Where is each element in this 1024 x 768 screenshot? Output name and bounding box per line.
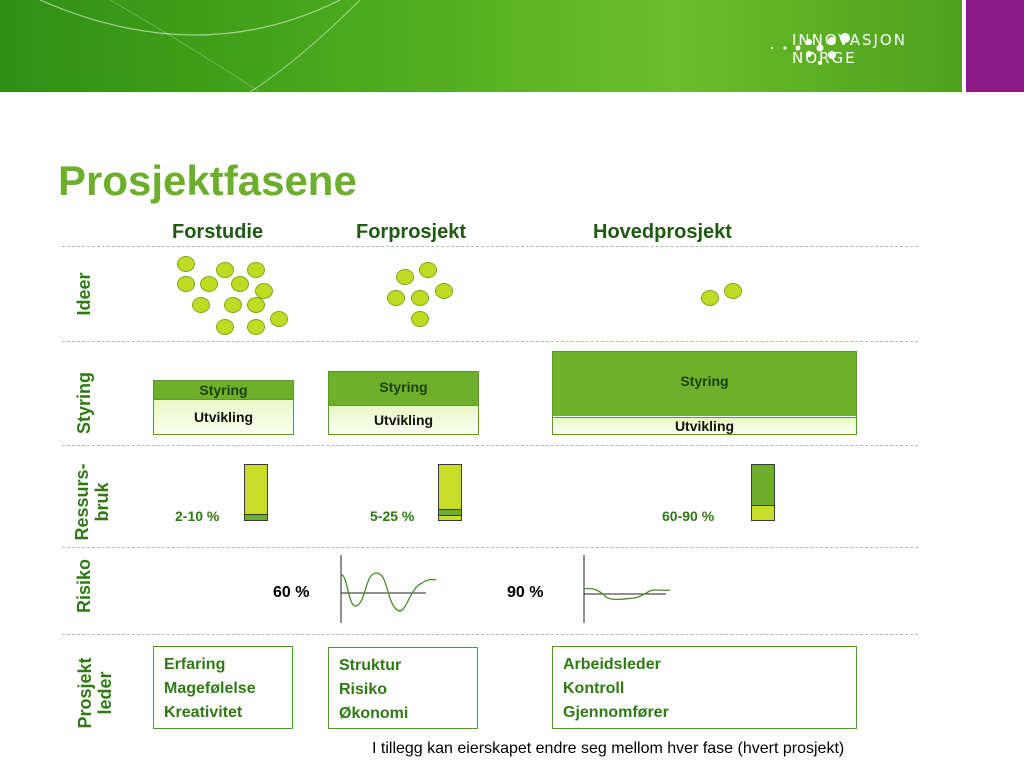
idea-dot: [216, 262, 234, 278]
leder-trait: Kontroll: [563, 680, 625, 697]
header-banner: [0, 0, 962, 92]
styring-part: Styring: [329, 372, 478, 405]
styring-box-forprosjekt: [328, 371, 479, 435]
idea-dot: [247, 262, 265, 278]
ressurs-fill: [752, 465, 774, 506]
page-title: Prosjektfasene: [58, 157, 357, 204]
ressurs-label-hovedprosjekt: 60-90 %: [662, 508, 715, 524]
row-divider: [62, 341, 918, 342]
row-divider: [62, 246, 918, 247]
row-label-styring: Styring: [74, 372, 94, 435]
leder-trait: Gjennomfører: [563, 704, 669, 721]
row-label-risiko: Risiko: [74, 558, 94, 614]
idea-dot: [270, 311, 288, 327]
row-label-ideer: Ideer: [74, 272, 94, 316]
styring-box-forstudie: [153, 380, 294, 435]
risiko-label-hovedprosjekt: 90 %: [507, 584, 544, 601]
leder-trait: Erfaring: [164, 656, 226, 673]
ressurs-bar-forprosjekt: [438, 464, 462, 521]
purple-accent-bar: [966, 0, 1024, 92]
idea-dot: [216, 319, 234, 335]
idea-dot: [247, 297, 265, 313]
leder-box-hovedprosjekt: [552, 646, 857, 729]
row-divider: [62, 445, 918, 446]
ressurs-bar-forstudie: [244, 464, 268, 521]
row-label-prosjekt-line2: leder: [95, 671, 115, 715]
row-label-ressurs-line2: bruk: [92, 482, 112, 522]
leder-box-forprosjekt: [328, 647, 478, 729]
leder-box-forstudie: [153, 646, 293, 729]
phase-forstudie: Forstudie: [172, 221, 264, 243]
styring-part: Styring: [553, 352, 856, 416]
ressurs-label-forprosjekt: 5-25 %: [370, 508, 415, 524]
idea-dot: [435, 283, 453, 299]
utvikling-part: Utvikling: [154, 399, 293, 434]
idea-dot: [177, 256, 195, 272]
logo-text: [792, 31, 907, 67]
styring-box-hovedprosjekt: [552, 351, 857, 435]
utvikling-part: Utvikling: [553, 417, 856, 434]
leder-trait: Risiko: [339, 681, 388, 698]
leder-trait: Magefølelse: [164, 680, 256, 697]
idea-dot: [177, 276, 195, 292]
row-label-ressurs-line1: Ressurs-: [72, 463, 92, 541]
idea-dot: [231, 276, 249, 292]
idea-dot: [387, 290, 405, 306]
idea-dot: [396, 269, 414, 285]
risiko-curve-forprosjekt: [336, 553, 441, 625]
idea-dot: [411, 290, 429, 306]
ressurs-base: [752, 505, 774, 520]
idea-dot: [200, 276, 218, 292]
logo-line1: INNOVASJON: [792, 31, 907, 49]
logo-line2: NORGE: [792, 49, 857, 67]
leder-trait: Kreativitet: [164, 704, 243, 721]
row-divider: [62, 547, 918, 548]
idea-dot: [224, 297, 242, 313]
idea-dot: [419, 262, 437, 278]
risiko-curve-hovedprosjekt: [580, 553, 675, 625]
ressurs-fill: [245, 514, 267, 520]
footnote: I tillegg kan eierskapet endre seg mellom hver fase (hvert prosjekt): [372, 740, 845, 757]
row-label-prosjektleder: [75, 643, 119, 743]
leder-trait: Økonomi: [339, 705, 409, 722]
ressurs-bar-hovedprosjekt: [751, 464, 775, 521]
idea-dot: [247, 319, 265, 335]
idea-dot: [192, 297, 210, 313]
utvikling-part: Utvikling: [329, 405, 478, 434]
idea-dot: [411, 311, 429, 327]
styring-part: Styring: [154, 381, 293, 399]
row-label-prosjekt-line1: Prosjekt: [75, 657, 95, 729]
phase-forprosjekt: Forprosjekt: [356, 221, 467, 243]
idea-dot: [701, 290, 719, 306]
idea-dot: [724, 283, 742, 299]
leder-trait: Struktur: [339, 657, 402, 674]
leder-trait: Arbeidsleder: [563, 656, 661, 673]
ressurs-base: [439, 515, 461, 520]
phase-hovedprosjekt: Hovedprosjekt: [593, 221, 732, 243]
risiko-label-forprosjekt: 60 %: [273, 584, 310, 601]
row-divider: [62, 634, 918, 635]
ressurs-label-forstudie: 2-10 %: [175, 508, 220, 524]
